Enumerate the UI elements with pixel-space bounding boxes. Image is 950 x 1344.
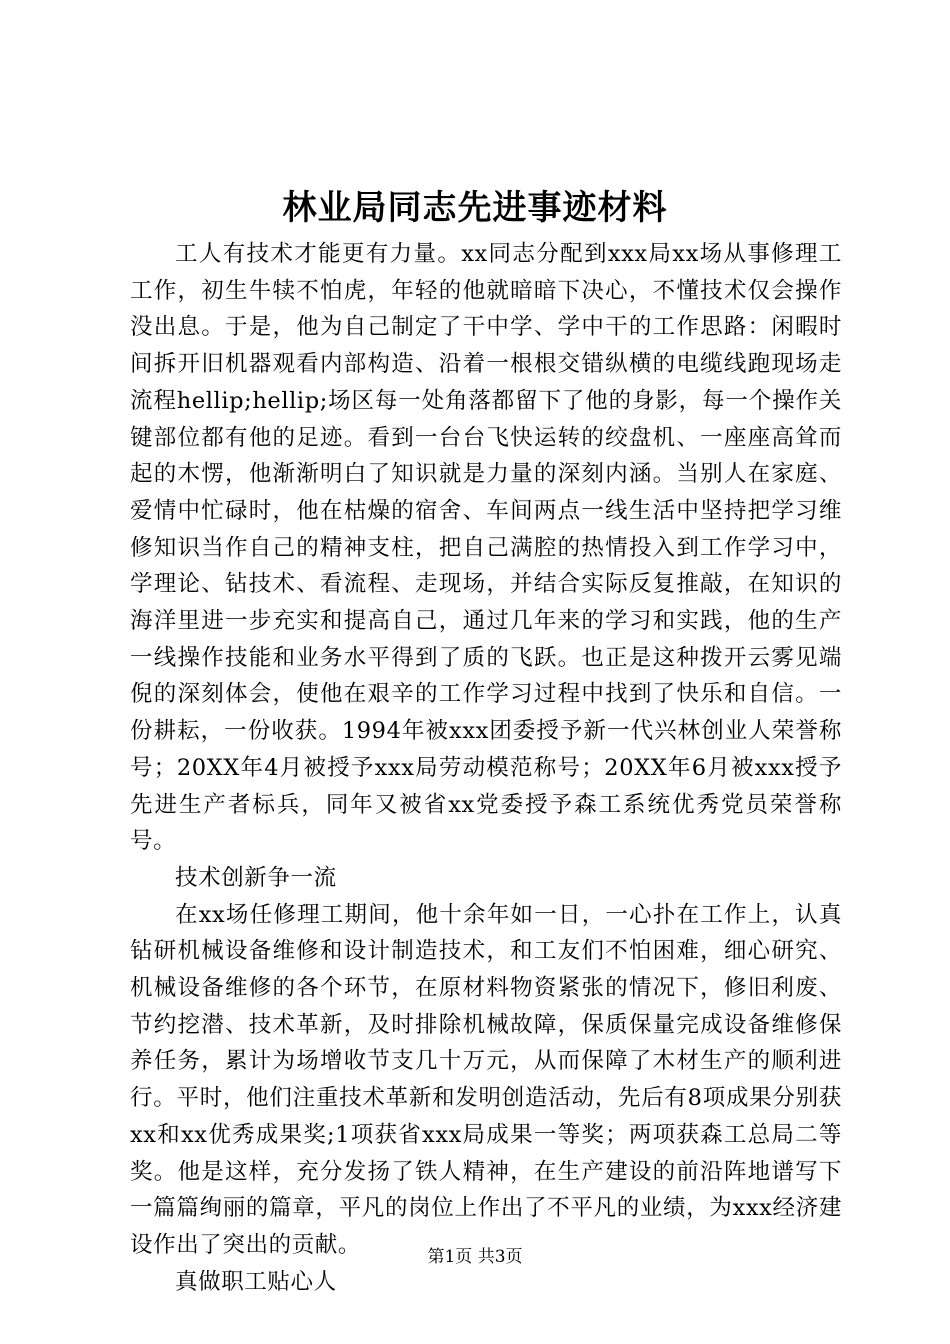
- section-heading-caring-workers: 真做职工贴心人: [175, 1268, 337, 1295]
- paragraph-tech-innovation: 在xx场任修理工期间，他十余年如一日，一心扑在工作上，认真钻研机械设备维修和设计制造技术，和工友们不怕困难，细心研究、机械设备维修的各个环节，在原材料物资紧张的情况下，修旧利废、节约挖潜、技术革新，及时排除机械故障，保质保量完成设备维修保养任务，累计为场增收节支几十万元，从而保障了木材生产的顺利进行。平时，他们注重技术革新和发明创造活动，先后有8项成果分别获xx和xx优秀成果奖;1项获省xxx局成果一等奖；两项获森工总局二等奖。他是这样，充分发扬了铁人精神，在生产建设的前沿阵地谱写下一篇篇绚丽的篇章，平凡的岗位上作出了不平凡的业绩，为xxx经济建设作出了突出的贡献。: [130, 901, 842, 1258]
- paragraph-intro: 工人有技术才能更有力量。xx同志分配到xxx局xx场从事修理工工作，初生牛犊不怕虎，年轻的他就暗暗下决心，不懂技术仅会操作没出息。于是，他为自己制定了干中学、学中干的工作思路：闲暇时间拆开旧机器观看内部构造、沿着一根根交错纵横的电缆线跑现场走流程hellip;hellip;场区每一处角落都留下了他的身影，每一个操作关键部位都有他的足迹。看到一台台飞快运转的绞盘机、一座座高耸而起的木愣，他渐渐明白了知识就是力量的深刻内涵。当别人在家庭、爱情中忙碌时，他在枯燥的宿舍、车间两点一线生活中坚持把学习维修知识当作自己的精神支柱，把自己满腔的热情投入到工作学习中，学理论、钻技术、看流程、走现场，并结合实际反复推敲，在知识的海洋里进一步充实和提高自己，通过几年来的学习和实践，他的生产一线操作技能和业务水平得到了质的飞跃。也正是这种拨开云雾见端倪的深刻体会，使他在艰辛的工作学习过程中找到了快乐和自信。一份耕耘，一份收获。1994年被xxx团委授予新一代兴林创业人荣誉称号；20XX年4月被授予xxx局劳动模范称号；20XX年6月被xxx授予先进生产者标兵，同年又被省xx党委授予森工系统优秀党员荣誉称号。: [130, 241, 842, 855]
- section-heading-tech-innovation: 技术创新争一流: [175, 864, 337, 891]
- document-title: 林业局同志先进事迹材料: [282, 188, 668, 228]
- page-number-footer: 第1页 共3页: [427, 1247, 523, 1267]
- document-body: [130, 236, 842, 1300]
